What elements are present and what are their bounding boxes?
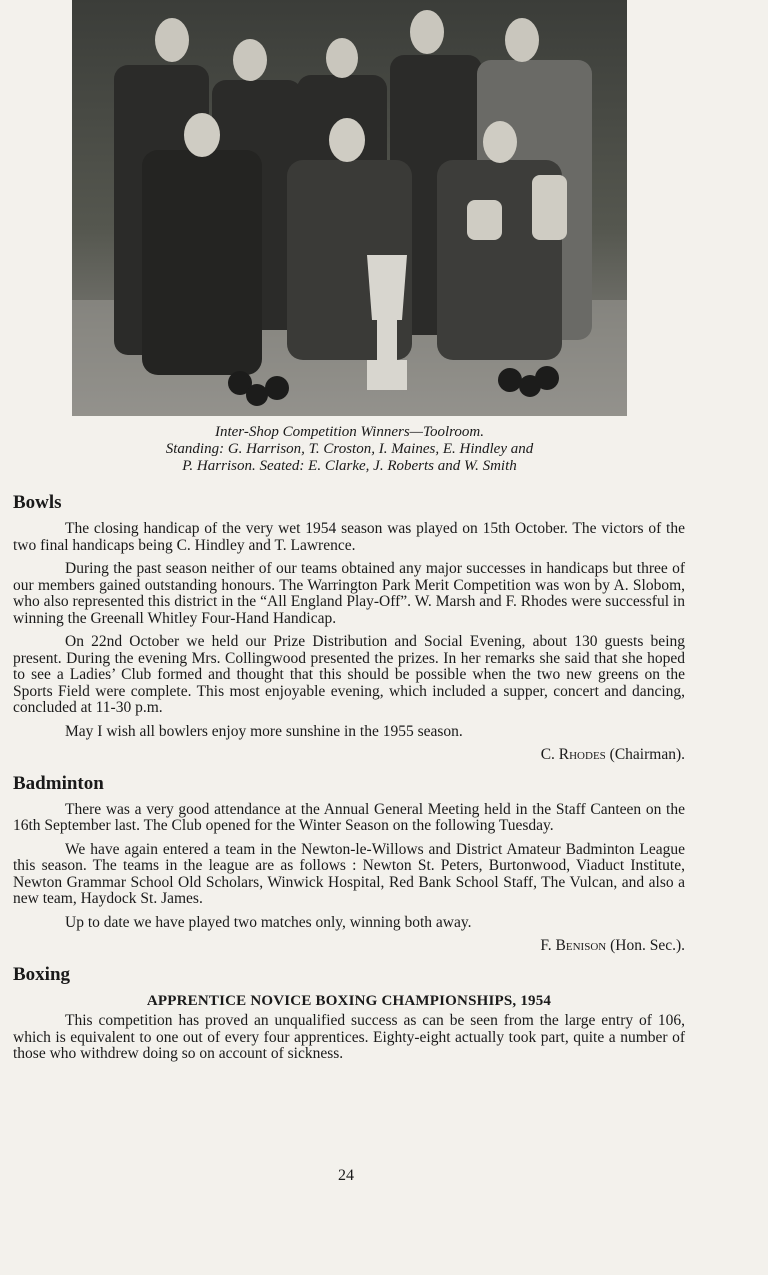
caption-line: P. Harrison. Seated: E. Clarke, J. Roberts and W. Smith (182, 458, 517, 474)
signature (13, 747, 685, 764)
signature-role: (Hon. Sec.). (610, 937, 685, 954)
paragraph: This competition has proved an unqualified success as can be seen from the large entry of 106, which is equivalent to one out of every four apprentices. Eighty-eight actually took part, quite a number of those who withdrew doing so on account of sickness. (13, 1012, 685, 1062)
signature-name: F. Benison (540, 937, 607, 954)
bowls-section (13, 492, 685, 764)
badminton-section (13, 773, 685, 955)
signature-name: C. Rhodes (540, 746, 606, 763)
section-heading: Boxing (13, 963, 71, 985)
paragraph: There was a very good attendance at the Annual General Meeting held in the Staff Canteen on the 16th September last. The Club opened for the Winter Season on the following Tuesday. (13, 800, 685, 834)
subheading: APPRENTICE NOVICE BOXING CHAMPIONSHIPS, 1954 (146, 992, 552, 1009)
paragraph: On 22nd October we held our Prize Distribution and Social Evening, about 130 guests being present. During the evening Mrs. Collingwood presented the prizes. In her remarks she said that she hoped to see a Ladies’ Club formed and thought that this should be possible when the two new greens on the Sports Field were complete. This most enjoyable evening, which included a supper, concert and dancing, concluded at 11-30 p.m. (13, 633, 685, 716)
section-heading: Bowls (13, 492, 62, 513)
caption-line: Standing: G. Harrison, T. Croston, I. Maines, E. Hindley and (165, 441, 534, 457)
boxing-section (13, 964, 685, 1063)
paragraph: We have again entered a team in the Newton-le-Willows and District Amateur Badminton League this season. The teams in the league are as follows : Newton St. Peters, Burtonwood, Viaduct Institute, Newton Grammar School Old Scholars, Winwick Hospital, Red Bank School Staff, The Vulcan, and also a new team, Haydock St. James. (13, 840, 685, 907)
caption-line: Inter-Shop Competition Winners—Toolroom. (214, 424, 485, 440)
photo-caption (72, 424, 627, 475)
page-number: 24 (338, 1167, 354, 1184)
signature-role: (Chairman). (609, 746, 685, 763)
signature (13, 938, 685, 955)
section-heading: Badminton (13, 772, 104, 794)
paragraph: During the past season neither of our teams obtained any major successes in handicaps but three of our members gained outstanding honours. The Warrington Park Merit Competition was won by A. Slobom, who also represented this district in the “All England Play-Off”. W. Marsh and F. Rhodes were successful in winning the Greenall Whitley Four-Hand Handicap. (13, 560, 685, 627)
team-photograph (72, 0, 627, 416)
paragraph: May I wish all bowlers enjoy more sunshine in the 1955 season. (65, 722, 463, 740)
paragraph: Up to date we have played two matches only, winning both away. (65, 913, 472, 931)
article-body (13, 492, 685, 1070)
paragraph: The closing handicap of the very wet 1954 season was played on 15th October. The victors of the two final handicaps being C. Hindley and T. Lawrence. (13, 520, 685, 554)
